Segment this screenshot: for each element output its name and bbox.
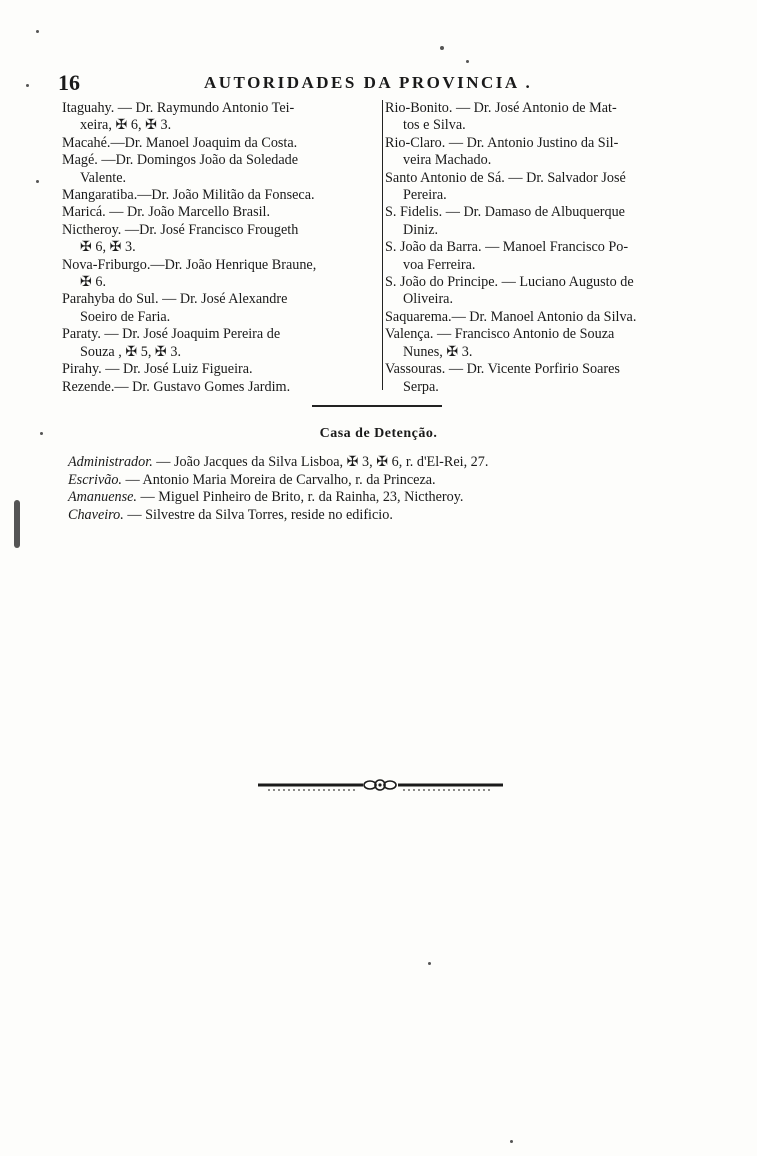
entry-line: Pereira. (403, 187, 447, 204)
scan-speck (428, 962, 431, 965)
detention-house-entries (68, 454, 708, 524)
staff-entry (68, 472, 708, 490)
authority-entry (62, 187, 380, 204)
page-number: 16 (58, 70, 80, 95)
authority-entry (385, 361, 703, 396)
authority-entry (62, 326, 380, 361)
authority-entry (385, 239, 703, 274)
entry-line: Diniz. (403, 221, 439, 238)
entry-line: Rio-Bonito. — Dr. José Antonio de Mat- (385, 100, 617, 116)
staff-role: Chaveiro. (68, 506, 124, 523)
authority-entry (385, 100, 703, 135)
entry-line: Pirahy. — Dr. José Luiz Figueira. (62, 361, 253, 378)
entry-line: Magé. —Dr. Domingos João da Soledade (62, 152, 299, 169)
entry-line: veira Machado. (403, 152, 492, 169)
entry-line: Oliveira. (403, 291, 454, 308)
right-column (385, 100, 703, 396)
entry-line: Valença. — Francisco Antonio de Souza (385, 326, 615, 343)
authority-entry (385, 170, 703, 205)
entry-line: Maricá. — Dr. João Marcello Brasil. (62, 204, 271, 221)
authority-entry (62, 222, 380, 257)
column-divider (382, 100, 383, 390)
staff-details: — Antonio Maria Moreira de Carvalho, r. da Princeza. (121, 471, 436, 488)
entry-line: Valente. (80, 169, 127, 186)
entry-line: Santo Antonio de Sá. — Dr. Salvador José (385, 169, 626, 186)
entry-line: ✠ 6, ✠ 3. (80, 239, 136, 256)
staff-entry (68, 489, 708, 507)
scan-speck (440, 46, 444, 50)
entry-line: Itaguahy. — Dr. Raymundo Antonio Tei- (62, 100, 295, 116)
authority-entry (62, 100, 380, 135)
authority-entry (62, 291, 380, 326)
authority-entry (385, 309, 703, 326)
authority-entry (62, 135, 380, 152)
section-title: Casa de Detenção. (319, 426, 438, 441)
scan-speck (26, 84, 29, 87)
staff-role: Administrador. (68, 454, 153, 470)
entry-line: Soeiro de Faria. (80, 308, 171, 325)
authorities-columns (62, 100, 702, 395)
entry-line: Macahé.—Dr. Manoel Joaquim da Costa. (62, 134, 298, 151)
entry-line: S. Fidelis. — Dr. Damaso de Albuquerque (385, 204, 625, 221)
scan-speck (36, 180, 39, 183)
entry-line: S. João do Principe. — Luciano Augusto de (385, 274, 634, 291)
staff-details: — Miguel Pinheiro de Brito, r. da Rainha, 23, Nictheroy. (136, 489, 464, 506)
entry-line: Saquarema.— Dr. Manoel Antonio da Silva. (385, 308, 637, 325)
staff-role: Amanuense. (68, 489, 137, 506)
entry-line: xeira, ✠ 6, ✠ 3. (80, 117, 172, 134)
entry-line: Rio-Claro. — Dr. Antonio Justino da Sil- (385, 134, 619, 151)
staff-role: Escrivão. (68, 471, 122, 488)
authority-entry (62, 361, 380, 378)
staff-details: — João Jacques da Silva Lisboa, ✠ 3, ✠ 6, r. d'El-Rei, 27. (152, 454, 489, 470)
scan-speck (14, 500, 20, 548)
entry-line: ✠ 6. (80, 274, 107, 291)
scan-speck (40, 432, 43, 435)
ornament-divider (258, 772, 503, 798)
authority-entry (385, 204, 703, 239)
page-header (58, 70, 698, 94)
entry-line: Mangaratiba.—Dr. João Militão da Fonseca. (62, 187, 315, 204)
entry-line: Vassouras. — Dr. Vicente Porfirio Soares (385, 361, 620, 378)
staff-entry (68, 507, 708, 525)
entry-line: tos e Silva. (403, 117, 466, 134)
entry-line: Serpa. (403, 378, 439, 395)
entry-line: voa Ferreira. (403, 256, 476, 273)
authority-entry (385, 274, 703, 309)
left-column (62, 100, 380, 396)
scan-speck (510, 1140, 513, 1143)
page-title: AUTORIDADES DA PROVINCIA . (204, 73, 533, 92)
entry-line: S. João da Barra. — Manoel Francisco Po- (385, 239, 629, 256)
entry-line: Paraty. — Dr. José Joaquim Pereira de (62, 326, 281, 343)
staff-entry (68, 454, 708, 472)
authority-entry (62, 204, 380, 221)
staff-details: — Silvestre da Silva Torres, reside no edificio. (123, 506, 393, 523)
scan-speck (36, 30, 39, 33)
entry-line: Rezende.— Dr. Gustavo Gomes Jardim. (62, 378, 291, 395)
scan-speck (466, 60, 469, 63)
authority-entry (385, 135, 703, 170)
entry-line: Nictheroy. —Dr. José Francisco Frougeth (62, 221, 299, 238)
entry-line: Nunes, ✠ 3. (403, 343, 473, 360)
authority-entry (62, 152, 380, 187)
entry-line: Nova-Friburgo.—Dr. João Henrique Braune, (62, 256, 317, 273)
authority-entry (62, 379, 380, 396)
entry-line: Souza , ✠ 5, ✠ 3. (80, 343, 182, 360)
section-divider (312, 405, 442, 407)
authority-entry (62, 257, 380, 292)
entry-line: Parahyba do Sul. — Dr. José Alexandre (62, 291, 288, 308)
authority-entry (385, 326, 703, 361)
